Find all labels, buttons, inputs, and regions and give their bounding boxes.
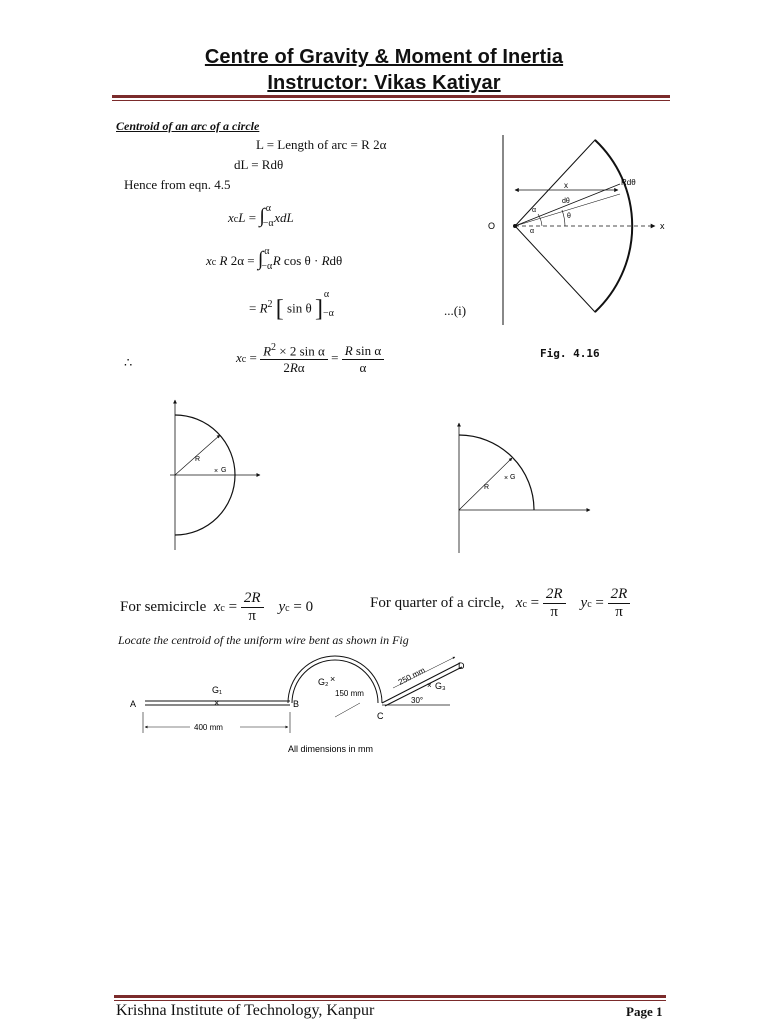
header-rule-thin bbox=[112, 100, 670, 101]
radius-leader bbox=[335, 703, 360, 717]
label-b: B bbox=[293, 699, 300, 709]
quarter-yc-numerator: 2R bbox=[610, 586, 628, 602]
equation-xc-final: xc = $\frac{R^2 \times 2 \sin \alpha}{2R\alpha}$ = $\frac{\text{R sin α}}{\alpha}$ bbox=[236, 342, 384, 376]
sector-figure bbox=[480, 130, 680, 330]
label-radius: 150 mm bbox=[335, 689, 364, 698]
alpha-upper-label: α bbox=[532, 207, 537, 214]
x-axis-label: x bbox=[660, 221, 665, 231]
rdtheta-label: Rdθ bbox=[621, 178, 636, 187]
equation-length: L = Length of arc = R 2α bbox=[256, 137, 387, 152]
semicircle-denominator: π bbox=[248, 608, 256, 624]
equation-r2-sin: = $R^2$ [ sin θ ]$_{-\alpha}^\alpha$ bbox=[249, 289, 334, 322]
quarter-r-label: R bbox=[484, 484, 490, 491]
dimensions-note: All dimensions in mm bbox=[288, 744, 374, 754]
footer-institute: Krishna Institute of Technology, Kanpur bbox=[116, 1002, 375, 1019]
header-rule-thick bbox=[112, 95, 670, 98]
wire-figure bbox=[125, 655, 485, 760]
semicircle-formula-label: For semicircle bbox=[120, 598, 207, 615]
dtheta-label: dθ bbox=[562, 198, 570, 205]
label-c: C bbox=[377, 711, 384, 721]
semicircle-figure bbox=[140, 395, 270, 555]
quarter-formula-label: For quarter of a circle, bbox=[370, 594, 505, 611]
semicircle-yc-value: 0 bbox=[305, 598, 314, 615]
theta-label: θ bbox=[567, 213, 571, 220]
label-d: D bbox=[458, 661, 465, 671]
equation-xc-r2alpha: xc R $2\alpha = \int_{-\alpha}^\alpha$ R cos θ · Rdθ bbox=[206, 245, 343, 272]
figure-caption: Fig. 4.16 bbox=[540, 347, 600, 360]
semicircle-g-marker: × bbox=[214, 468, 219, 475]
instructor-line: Instructor: Vikas Katiyar bbox=[267, 72, 501, 94]
quarter-circle-figure bbox=[440, 420, 600, 555]
label-g2: G₂ bbox=[318, 677, 329, 687]
alpha-lower-label: α bbox=[530, 228, 535, 235]
quarter-xc-denominator: π bbox=[550, 604, 558, 620]
origin-label: O bbox=[488, 221, 496, 231]
footer-rule-thin bbox=[114, 1000, 666, 1001]
semicircle-g-label: G bbox=[221, 467, 227, 474]
equation-xc-l: xcL = $\int_{-\alpha}^\alpha$ xdL bbox=[228, 202, 294, 229]
therefore-symbol: ∴ bbox=[124, 355, 133, 370]
quarter-g-marker: × bbox=[504, 475, 509, 482]
label-a: A bbox=[130, 699, 137, 709]
semicircle-yc-symbol: y bbox=[278, 598, 286, 615]
x-dimension-label: x bbox=[564, 181, 568, 190]
label-len-cd: 250 mm bbox=[396, 665, 427, 687]
label-g3: G₃ bbox=[435, 681, 446, 691]
section-heading-arc: Centroid of an arc of a circle bbox=[116, 119, 260, 133]
equation-dl: dL = Rdθ bbox=[234, 157, 284, 172]
quarter-yc-denominator: π bbox=[615, 604, 623, 620]
page-title: Centre of Gravity & Moment of Inertia bbox=[204, 46, 564, 68]
equation-reference: ...(i) bbox=[444, 303, 467, 318]
g1-marker: × bbox=[214, 698, 220, 708]
semicircle-numerator: 2R bbox=[243, 590, 261, 606]
origin-point bbox=[513, 224, 517, 228]
label-angle: 30° bbox=[411, 696, 424, 705]
g3-marker: × bbox=[427, 681, 432, 690]
problem-statement: Locate the centroid of the uniform wire bent as shown in Fig bbox=[118, 633, 409, 647]
semicircle-formula: For semicircle xc = $\frac{2R}{\pi}$ yc = 0 bbox=[120, 590, 314, 624]
g2-marker: × bbox=[330, 674, 336, 684]
footer-page-number: Page 1 bbox=[626, 1004, 663, 1019]
quarter-g-label: G bbox=[510, 474, 516, 481]
quarter-xc-numerator: 2R bbox=[545, 586, 563, 602]
hence-text: Hence from eqn. 4.5 bbox=[124, 177, 231, 192]
footer-rule-thick bbox=[114, 995, 666, 998]
quarter-formula: For quarter of a circle, xc = $\frac{2R}{\pi}$ yc = $\frac{2R}{\pi}$ bbox=[370, 586, 630, 621]
semicircle-r-label: R bbox=[195, 456, 201, 463]
label-g1: G₁ bbox=[212, 685, 223, 695]
label-len-ab: 400 mm bbox=[194, 723, 223, 732]
